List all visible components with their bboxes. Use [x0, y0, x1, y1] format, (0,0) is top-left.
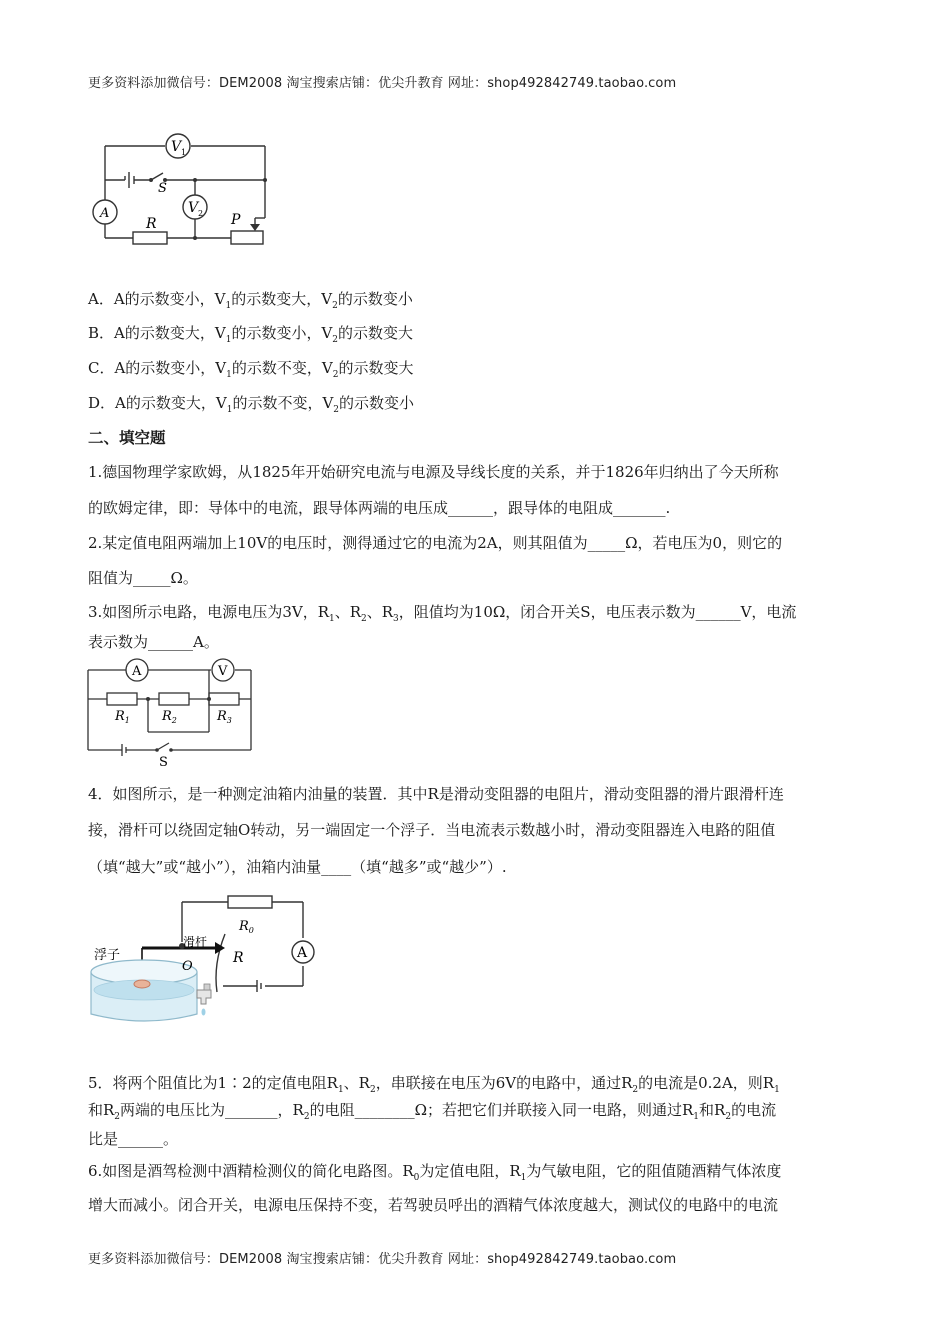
- v2-label: V: [188, 200, 199, 216]
- slider-label: P: [231, 212, 241, 228]
- v2-sub: 2: [198, 209, 204, 218]
- resistor-label: R: [146, 216, 157, 232]
- q4-line2: 接，滑杆可以绕固定轴O转动，另一端固定一个浮子．当电流表示数越小时，滑动变阻器连入电路的阻值: [88, 821, 776, 839]
- ammeter-label: A: [100, 206, 110, 221]
- q5-line1: 5．将两个阻值比为1∶2的定值电阻$R_1$、$R_2$，串联接在电压为6V的电路中，通过$R_2$的电流是0.2A，则$R_1$: [88, 1074, 780, 1095]
- r3-label: $R_3$: [217, 709, 232, 725]
- oil-tank-figure: [85, 886, 325, 1030]
- float-label: 浮子: [94, 948, 121, 963]
- q5-line2: 和$R_2$两端的电压比为_______，$R_2$的电阻________Ω；若把它们并联接入同一电路，则通过$R_1$和$R_2$的电流: [88, 1101, 777, 1122]
- q4-line1: 4．如图所示，是一种测定油箱内油量的装置．其中R是滑动变阻器的电阻片，滑动变阻器的滑片跟滑杆连: [88, 785, 784, 803]
- q1-line2: 的欧姆定律，即：导体中的电流，跟导体两端的电压成______，跟导体的电阻成_______.: [88, 499, 671, 517]
- r-label: R: [233, 950, 244, 966]
- v1-sub: 1: [181, 148, 187, 157]
- lever-label: 滑杆: [183, 935, 208, 949]
- ammeter-label: A: [132, 664, 142, 679]
- v1-label: V: [171, 139, 182, 155]
- voltmeter-label: V: [218, 664, 228, 679]
- q2-line2: 阻值为_____Ω。: [88, 569, 198, 587]
- q6-line2: 增大而减小。闭合开关，电源电压保持不变，若驾驶员呼出的酒精气体浓度越大，测试仪的电路中的电流: [88, 1196, 779, 1214]
- q1-line1: 1.德国物理学家欧姆，从1825年开始研究电流与电源及导线长度的关系，并于1826年归纳出了今天所称: [88, 463, 779, 481]
- pivot-label: O: [182, 959, 193, 974]
- q5-line3: 比是______。: [88, 1130, 179, 1148]
- option-a: A．A的示数变小，$V_1$的示数变大，$V_2$的示数变小: [88, 290, 413, 311]
- q3-line2: 表示数为______A。: [88, 633, 219, 651]
- r0-label: $R_0$: [239, 919, 254, 935]
- switch-label: S: [159, 755, 168, 768]
- q3-line1: 3.如图所示电路，电源电压为3V，$R_1$、$R_2$、$R_3$，阻值均为10Ω，闭合开关S，电压表示数为______V，电流: [88, 603, 797, 624]
- q6-line1: 6.如图是酒驾检测中酒精检测仪的简化电路图。$R_0$为定值电阻，$R_1$为气敏电阻，它的阻值随酒精气体浓度: [88, 1162, 782, 1183]
- option-d: D．A的示数变大，$V_1$的示数不变，$V_2$的示数变小: [88, 394, 415, 415]
- page-header: 更多资料添加微信号：DEM2008 淘宝搜索店铺：优尖升教育 网址：shop492842749.taobao.com: [88, 76, 677, 91]
- circuit-figure-3: [85, 654, 255, 768]
- switch-label: S: [158, 181, 167, 196]
- q4-line3: （填“越大”或“越小”），油箱内油量____（填“越多”或“越少”）.: [88, 858, 507, 876]
- page-footer: 更多资料添加微信号：DEM2008 淘宝搜索店铺：优尖升教育 网址：shop492842749.taobao.com: [88, 1252, 677, 1267]
- r1-label: $R_1$: [115, 709, 130, 725]
- option-b: B．A的示数变大，$V_1$的示数变小，$V_2$的示数变大: [88, 324, 414, 345]
- option-c: C．A的示数变小，$V_1$的示数不变，$V_2$的示数变大: [88, 359, 414, 380]
- r2-label: $R_2$: [162, 709, 177, 725]
- q2-line1: 2.某定值电阻两端加上10V的电压时，测得通过它的电流为2A，则其阻值为_____Ω，若电压为0，则它的: [88, 534, 783, 552]
- section-title: 二、填空题: [88, 429, 166, 447]
- circuit-figure-1: [85, 120, 275, 248]
- ammeter-label: A: [297, 945, 308, 961]
